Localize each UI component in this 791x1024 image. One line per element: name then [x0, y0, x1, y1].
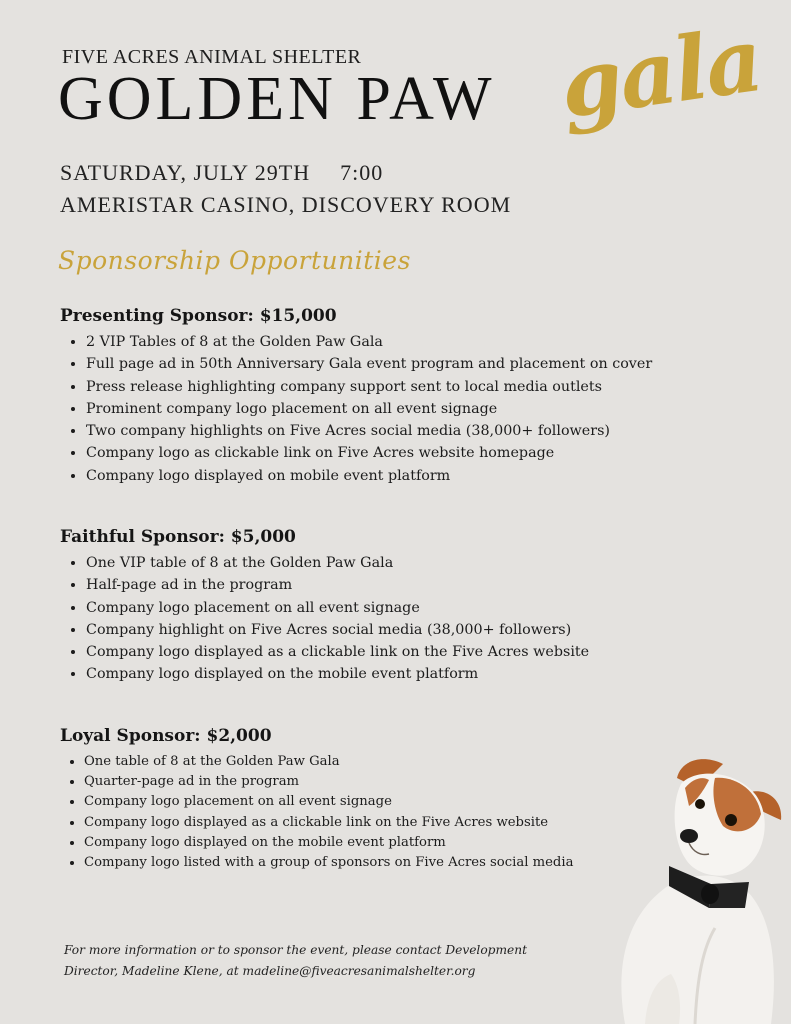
- list-item: • 2 VIP Tables of 8 at the Golden Paw Gala: [86, 331, 652, 353]
- list-item: • Company logo listed with a group of sponsors on Five Acres social media: [84, 853, 573, 873]
- list-item: • Full page ad in 50th Anniversary Gala event program and placement on cover: [86, 353, 652, 375]
- list-item: • Company logo as clickable link on Five Acres website homepage: [86, 442, 652, 464]
- list-item: • Prominent company logo placement on all event signage: [86, 398, 652, 420]
- event-time: 7:00: [340, 160, 384, 185]
- list-item: • Half-page ad in the program: [86, 574, 589, 596]
- event-title: GOLDEN PAW: [58, 65, 496, 133]
- contact-line-2: Director, Madeline Klene, at madeline@fiveacresanimalshelter.org: [64, 964, 476, 978]
- list-item: • One table of 8 at the Golden Paw Gala: [84, 752, 573, 772]
- list-item: • Press release highlighting company support sent to local media outlets: [86, 376, 652, 398]
- event-date-time: [60, 160, 383, 186]
- sponsorship-heading: Sponsorship Opportunities: [58, 246, 411, 275]
- tier-title-faithful: Faithful Sponsor: $5,000: [60, 527, 296, 547]
- dog-nose: [680, 829, 698, 843]
- tier-title-presenting: Presenting Sponsor: $15,000: [60, 306, 337, 326]
- tier-list-loyal: [58, 752, 573, 873]
- list-item: • Company logo displayed as a clickable link on the Five Acres website: [84, 813, 573, 833]
- dog-eye-left: [695, 799, 705, 809]
- tier-list-faithful: [58, 552, 589, 686]
- list-item: • Company logo displayed on the mobile event platform: [86, 663, 589, 685]
- dog-photo: [585, 748, 791, 1024]
- dog-eye-right: [725, 814, 737, 826]
- tier-list-presenting: [58, 331, 652, 487]
- event-date: SATURDAY, JULY 29TH: [60, 160, 311, 185]
- list-item: • Company logo displayed as a clickable link on the Five Acres website: [86, 641, 589, 663]
- list-item: • Company logo displayed on the mobile event platform: [84, 833, 573, 853]
- contact-line-1: For more information or to sponsor the event, please contact Development: [64, 943, 527, 957]
- contact-info: [64, 940, 584, 982]
- tier-title-loyal: Loyal Sponsor: $2,000: [60, 726, 272, 746]
- list-item: • Company logo displayed on mobile event platform: [86, 465, 652, 487]
- event-title-script: gala: [553, 7, 768, 138]
- list-item: • Company logo placement on all event signage: [86, 597, 589, 619]
- list-item: • Quarter-page ad in the program: [84, 772, 573, 792]
- event-venue: AMERISTAR CASINO, DISCOVERY ROOM: [60, 192, 512, 217]
- list-item: • Two company highlights on Five Acres social media (38,000+ followers): [86, 420, 652, 442]
- list-item: • One VIP table of 8 at the Golden Paw Gala: [86, 552, 589, 574]
- list-item: • Company logo placement on all event signage: [84, 792, 573, 812]
- list-item: • Company highlight on Five Acres social media (38,000+ followers): [86, 619, 589, 641]
- organization-name: FIVE ACRES ANIMAL SHELTER: [62, 46, 362, 68]
